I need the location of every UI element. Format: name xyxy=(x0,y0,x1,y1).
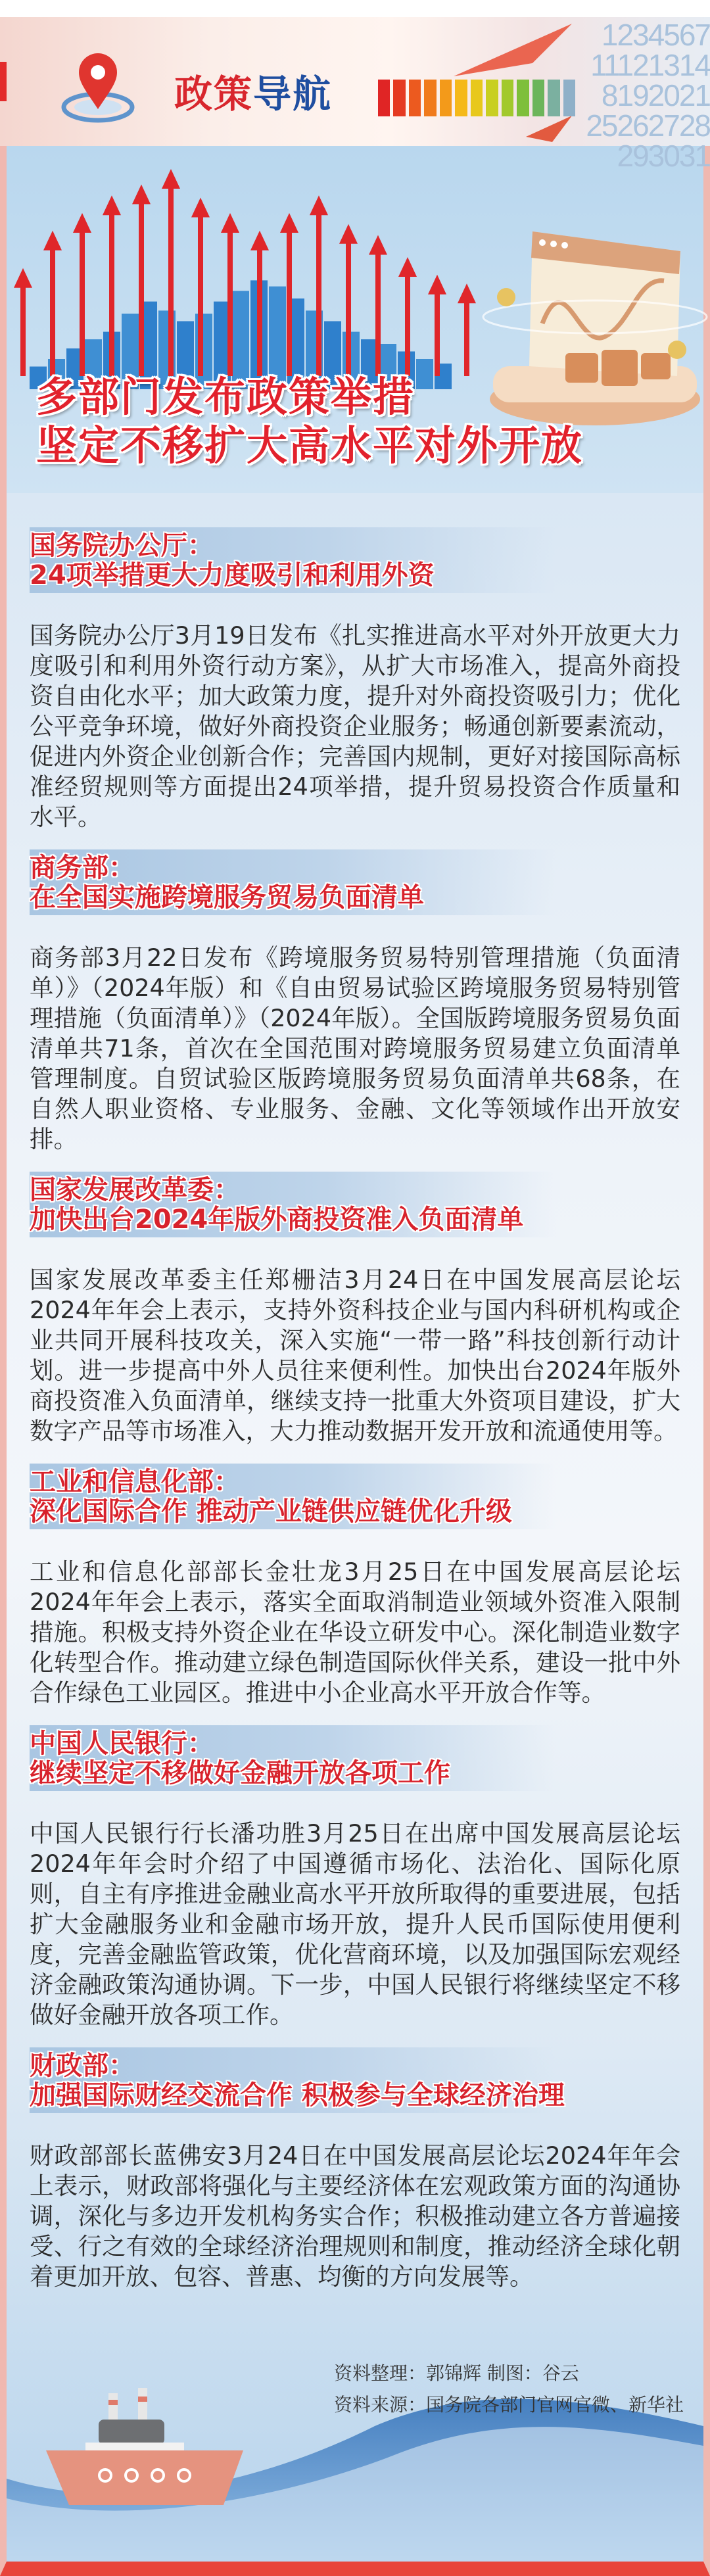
decor-number: 8192021 xyxy=(601,78,710,112)
section-headline: 在全国实施跨境服务贸易负面清单 xyxy=(30,882,424,913)
policy-section-ndrc xyxy=(30,1172,687,1446)
department-name: 财政部： xyxy=(30,2051,135,2081)
section-body: 中国人民银行行长潘功胜3月25日在出席中国发展高层论坛2024年年会时介绍了中国遵循市场化、法治化、国际化原则，自主有序推进金融业高水平开放所取得的重要进展，包括扩大金融服务业和金融市场开放，提升人民币国际使用便利度，完善金融监管政策，优化营商环境，以及加强国际宏观经济金融政策沟通协调。下一步，中国人民银行将继续坚定不移做好金融开放各项工作。 xyxy=(30,1819,680,2029)
section-headline: 加强国际财经交流合作 积极参与全球经济治理 xyxy=(30,2080,565,2111)
headline-line: 坚定不移扩大高水平对外开放 xyxy=(36,421,584,469)
paper-plane-icon xyxy=(526,116,572,142)
content xyxy=(30,527,687,2421)
rainbow-bar xyxy=(393,80,405,116)
title-part: 导航 xyxy=(253,72,333,116)
rainbow-bar xyxy=(471,80,483,116)
department-name: 中国人民银行： xyxy=(30,1729,214,1759)
red-arrow-icon xyxy=(43,231,62,376)
section-body: 国务院办公厅3月19日发布《扎实推进高水平对外开放更大力度吸引和利用外资行动方案》，从扩大市场准入，提高外商投资自由化水平；加大政策力度，提升对外商投资吸引力；优化公平竞争环境，做好外商投资企业服务；畅通创新要素流动，促进内外资企业创新合作；完善国内规制，更好对接国际高标准经贸规则等方面提出24项举措，提升贸易投资合作质量和水平。 xyxy=(30,621,680,831)
section-heading xyxy=(30,1464,687,1529)
rainbow-bar xyxy=(378,80,390,116)
decor-numbers xyxy=(579,20,710,171)
decor-number: 293031 xyxy=(617,139,710,173)
headline-line: 多部门发布政策举措 xyxy=(36,373,415,421)
main-headline xyxy=(36,373,583,470)
section-heading xyxy=(30,527,687,593)
accent-bar xyxy=(0,62,7,101)
department-name: 工业和信息化部： xyxy=(30,1467,240,1497)
rainbow-bar xyxy=(532,80,544,116)
title-part: 政策 xyxy=(174,72,254,116)
decor-number: 11121314 xyxy=(590,48,710,82)
rainbow-bar xyxy=(455,80,467,116)
paper-plane-icon xyxy=(454,24,572,76)
policy-section-pboc xyxy=(30,1725,687,2030)
section-body: 国家发展改革委主任郑栅洁3月24日在中国发展高层论坛2024年年会上表示，支持外资科技企业与国内科研机构或企业共同开展科技攻关，深入实施“一带一路”科技创新行动计划。进一步提高中外人员往来便利性。加快出台2024年版外商投资准入负面清单，继续支持一批重大外资项目建设，扩大数字产品等市场准入，大力推动数据开发开放和流通使用等。 xyxy=(30,1266,680,1445)
hero-image xyxy=(7,146,703,493)
credit-source: 资料来源：国务院各部门官网官微、新华社 xyxy=(334,2394,684,2416)
growth-chart-illustration xyxy=(7,146,493,402)
red-arrow-icon xyxy=(458,283,476,376)
credits xyxy=(30,2358,687,2421)
rainbow-bar xyxy=(409,80,421,116)
section-body: 商务部3月22日发布《跨境服务贸易特别管理措施（负面清单）》（2024年版）和《自由贸易试验区跨境服务贸易特别管理措施（负面清单）》（2024年版）。全国版跨境服务贸易负面清单共71条，首次在全国范围对跨境服务贸易建立负面清单管理制度。自贸试验区版跨境服务贸易负面清单共68条，在自然人职业资格、专业服务、金融、文化等领域作出开放安排。 xyxy=(30,943,680,1153)
credit-compiled: 资料整理：郭锦辉 制图：谷云 xyxy=(334,2362,579,2384)
section-heading xyxy=(30,1725,687,1791)
section-heading xyxy=(30,849,687,915)
rainbow-bar xyxy=(548,80,559,116)
rainbow-bar xyxy=(502,80,513,116)
department-name: 国务院办公厅： xyxy=(30,531,214,561)
rainbow-bar xyxy=(424,80,436,116)
red-arrow-icon xyxy=(14,268,32,376)
section-body: 财政部部长蓝佛安3月24日在中国发展高层论坛2024年年会上表示，财政部将强化与主要经济体在宏观政策方面的沟通协调，深化与多边开发机构务实合作；积极推动建立各方普遍接受、行之有效的全球经济治理规则和制度，推动经济全球化朝着更加开放、包容、普惠、均衡的方向发展等。 xyxy=(30,2141,680,2291)
rainbow-bars xyxy=(378,80,575,116)
policy-section-commerce xyxy=(30,849,687,1155)
decor-number: 25262728 xyxy=(586,108,710,143)
rainbow-bar xyxy=(517,80,529,116)
rainbow-bar xyxy=(440,80,452,116)
policy-section-state-council xyxy=(30,527,687,832)
section-title xyxy=(174,63,332,118)
department-name: 国家发展改革委： xyxy=(30,1175,240,1205)
policy-section-finance-ministry xyxy=(30,2047,687,2292)
section-headline: 深化国际合作 推动产业链供应链优化升级 xyxy=(30,1496,512,1527)
section-heading xyxy=(30,1172,687,1237)
section-body: 工业和信息化部部长金壮龙3月25日在中国发展高层论坛2024年年会上表示，落实全面取消制造业领域外资准入限制措施。积极支持外资企业在华设立研发中心。深化制造业数字化转型合作。推动建立绿色制造国际伙伴关系，建设一批中外合作绿色工业园区。推进中小企业高水平开放合作等。 xyxy=(30,1558,680,1707)
section-headline: 24项举措更大力度吸引和利用外资 xyxy=(30,560,435,590)
policy-section-miit xyxy=(30,1464,687,1708)
section-heading xyxy=(30,2047,687,2113)
section-headline: 加快出台2024年版外商投资准入负面清单 xyxy=(30,1205,524,1235)
section-headline: 继续坚定不移做好金融开放各项工作 xyxy=(30,1758,450,1788)
department-name: 商务部： xyxy=(30,853,135,883)
rainbow-bar xyxy=(563,80,575,116)
decor-number: 1234567 xyxy=(601,18,710,52)
header-banner xyxy=(0,17,710,173)
rainbow-bar xyxy=(486,80,498,116)
location-pin-icon xyxy=(60,51,136,124)
